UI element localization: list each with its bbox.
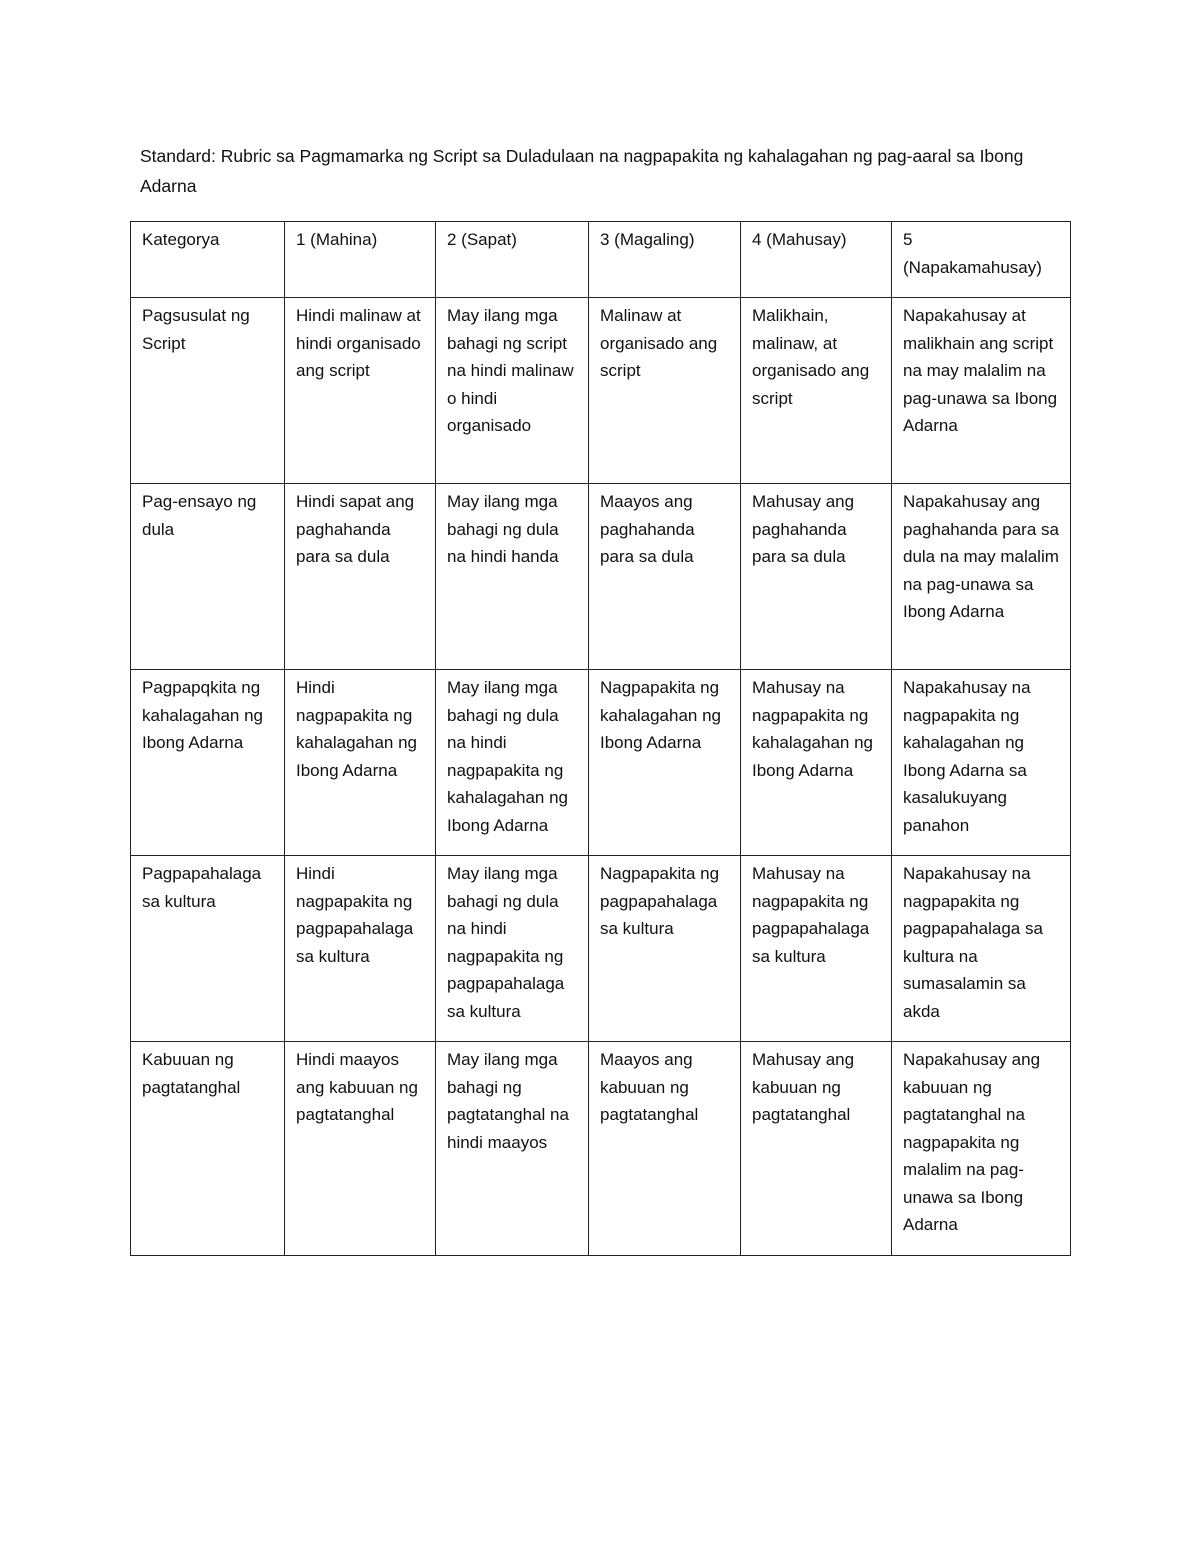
table-cell: May ilang mga bahagi ng dula na hindi nagpapakita ng pagpapahalaga sa kultura — [436, 856, 589, 1042]
table-cell: Napakahusay ang kabuuan ng pagtatanghal na nagpapakita ng malalim na pag-unawa sa Ibong Adarna — [892, 1042, 1071, 1256]
table-cell: Nagpapakita ng pagpapahalaga sa kultura — [589, 856, 741, 1042]
table-cell: Hindi malinaw at hindi organisado ang script — [285, 298, 436, 484]
table-cell: May ilang mga bahagi ng pagtatanghal na hindi maayos — [436, 1042, 589, 1256]
category-cell: Pagsusulat ng Script — [131, 298, 285, 484]
table-cell: Napakahusay na nagpapakita ng kahalagahan ng Ibong Adarna sa kasalukuyang panahon — [892, 670, 1071, 856]
table-cell: Maayos ang paghahanda para sa dula — [589, 484, 741, 670]
table-header-row — [131, 222, 1071, 298]
category-cell: Pagpapahalaga sa kultura — [131, 856, 285, 1042]
table-cell: Napakahusay ang paghahanda para sa dula na may malalim na pag-unawa sa Ibong Adarna — [892, 484, 1071, 670]
header-cell-score-2: 2 (Sapat) — [436, 222, 589, 298]
table-cell: Hindi nagpapakita ng pagpapahalaga sa kultura — [285, 856, 436, 1042]
table-cell: Hindi nagpapakita ng kahalagahan ng Ibong Adarna — [285, 670, 436, 856]
table-cell: Mahusay ang paghahanda para sa dula — [741, 484, 892, 670]
table-row — [131, 1042, 1071, 1256]
table-row — [131, 670, 1071, 856]
table-cell: Mahusay na nagpapakita ng kahalagahan ng Ibong Adarna — [741, 670, 892, 856]
category-cell: Pag-ensayo ng dula — [131, 484, 285, 670]
table-cell: Mahusay na nagpapakita ng pagpapahalaga sa kultura — [741, 856, 892, 1042]
table-cell: Napakahusay at malikhain ang script na may malalim na pag-unawa sa Ibong Adarna — [892, 298, 1071, 484]
table-cell: May ilang mga bahagi ng dula na hindi nagpapakita ng kahalagahan ng Ibong Adarna — [436, 670, 589, 856]
table-cell: Malikhain, malinaw, at organisado ang script — [741, 298, 892, 484]
table-cell: Mahusay ang kabuuan ng pagtatanghal — [741, 1042, 892, 1256]
table-cell: Hindi maayos ang kabuuan ng pagtatanghal — [285, 1042, 436, 1256]
table-cell: May ilang mga bahagi ng dula na hindi handa — [436, 484, 589, 670]
table-cell: Maayos ang kabuuan ng pagtatanghal — [589, 1042, 741, 1256]
header-cell-category: Kategorya — [131, 222, 285, 298]
table-row — [131, 856, 1071, 1042]
header-cell-score-5: 5 (Napakamahusay) — [892, 222, 1071, 298]
table-cell: Napakahusay na nagpapakita ng pagpapahalaga sa kultura na sumasalamin sa akda — [892, 856, 1071, 1042]
header-cell-score-3: 3 (Magaling) — [589, 222, 741, 298]
category-cell: Pagpapqkita ng kahalagahan ng Ibong Adarna — [131, 670, 285, 856]
table-row — [131, 298, 1071, 484]
document-title: Standard: Rubric sa Pagmamarka ng Script sa Duladulaan na nagpapakita ng kahalagahan ng pag-aaral sa Ibong Adarna — [140, 146, 1024, 196]
table-row — [131, 484, 1071, 670]
table-cell: Hindi sapat ang paghahanda para sa dula — [285, 484, 436, 670]
category-cell: Kabuuan ng pagtatanghal — [131, 1042, 285, 1256]
header-cell-score-1: 1 (Mahina) — [285, 222, 436, 298]
rubric-table — [130, 221, 1071, 1256]
table-cell: Malinaw at organisado ang script — [589, 298, 741, 484]
header-cell-score-4: 4 (Mahusay) — [741, 222, 892, 298]
table-cell: May ilang mga bahagi ng script na hindi malinaw o hindi organisado — [436, 298, 589, 484]
table-cell: Nagpapakita ng kahalagahan ng Ibong Adarna — [589, 670, 741, 856]
